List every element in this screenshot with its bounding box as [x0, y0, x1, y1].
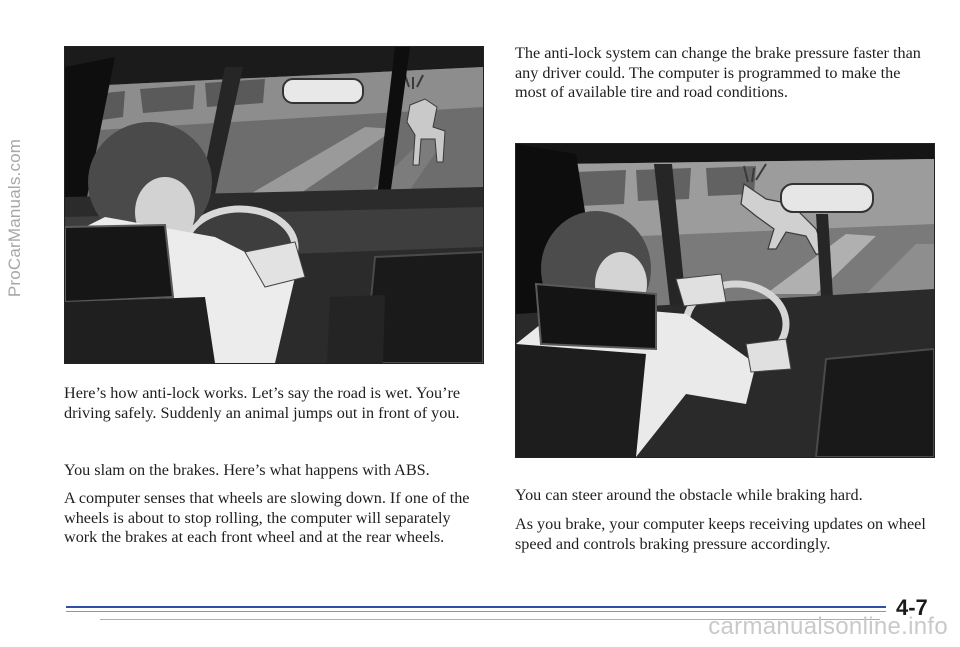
paragraph-steer-around: You can steer around the obstacle while braking hard.: [515, 486, 863, 504]
paragraph-how-abs-works: Here’s how anti-lock works. Let’s say the road is wet. You’re driving safely. Suddenly an animal jumps out in front of you.: [64, 384, 461, 422]
paragraph-computer-senses: A computer senses that wheels are slowing down. If one of the wheels is about to stop rolling, the computer will separately work the brakes at each front wheel and at the rear wheels.: [64, 489, 470, 547]
side-watermark-text: ProCarManuals.com: [5, 138, 24, 298]
footer-rule: [66, 611, 886, 612]
paragraph-abs-pressure: The anti-lock system can change the brake pressure faster than any driver could. The computer is programmed to make the most of available tire and road conditions.: [515, 44, 921, 102]
side-watermark: [2, 8, 28, 428]
paragraph-wheel-speed-updates: As you brake, your computer keeps receiving updates on wheel speed and controls braking pressure accordingly.: [515, 515, 926, 553]
illustration-driver-deer-ahead: [64, 46, 484, 364]
bottom-watermark: carmanualsonline.info: [708, 613, 948, 640]
illustration-drawing: [516, 144, 934, 457]
paragraph-slam-brakes: You slam on the brakes. Here’s what happens with ABS.: [64, 461, 430, 479]
illustration-drawing: [65, 47, 483, 363]
page-number: 4-7: [896, 595, 928, 620]
footer-rule: [66, 606, 886, 608]
illustration-driver-deer-jumping: [515, 143, 935, 458]
